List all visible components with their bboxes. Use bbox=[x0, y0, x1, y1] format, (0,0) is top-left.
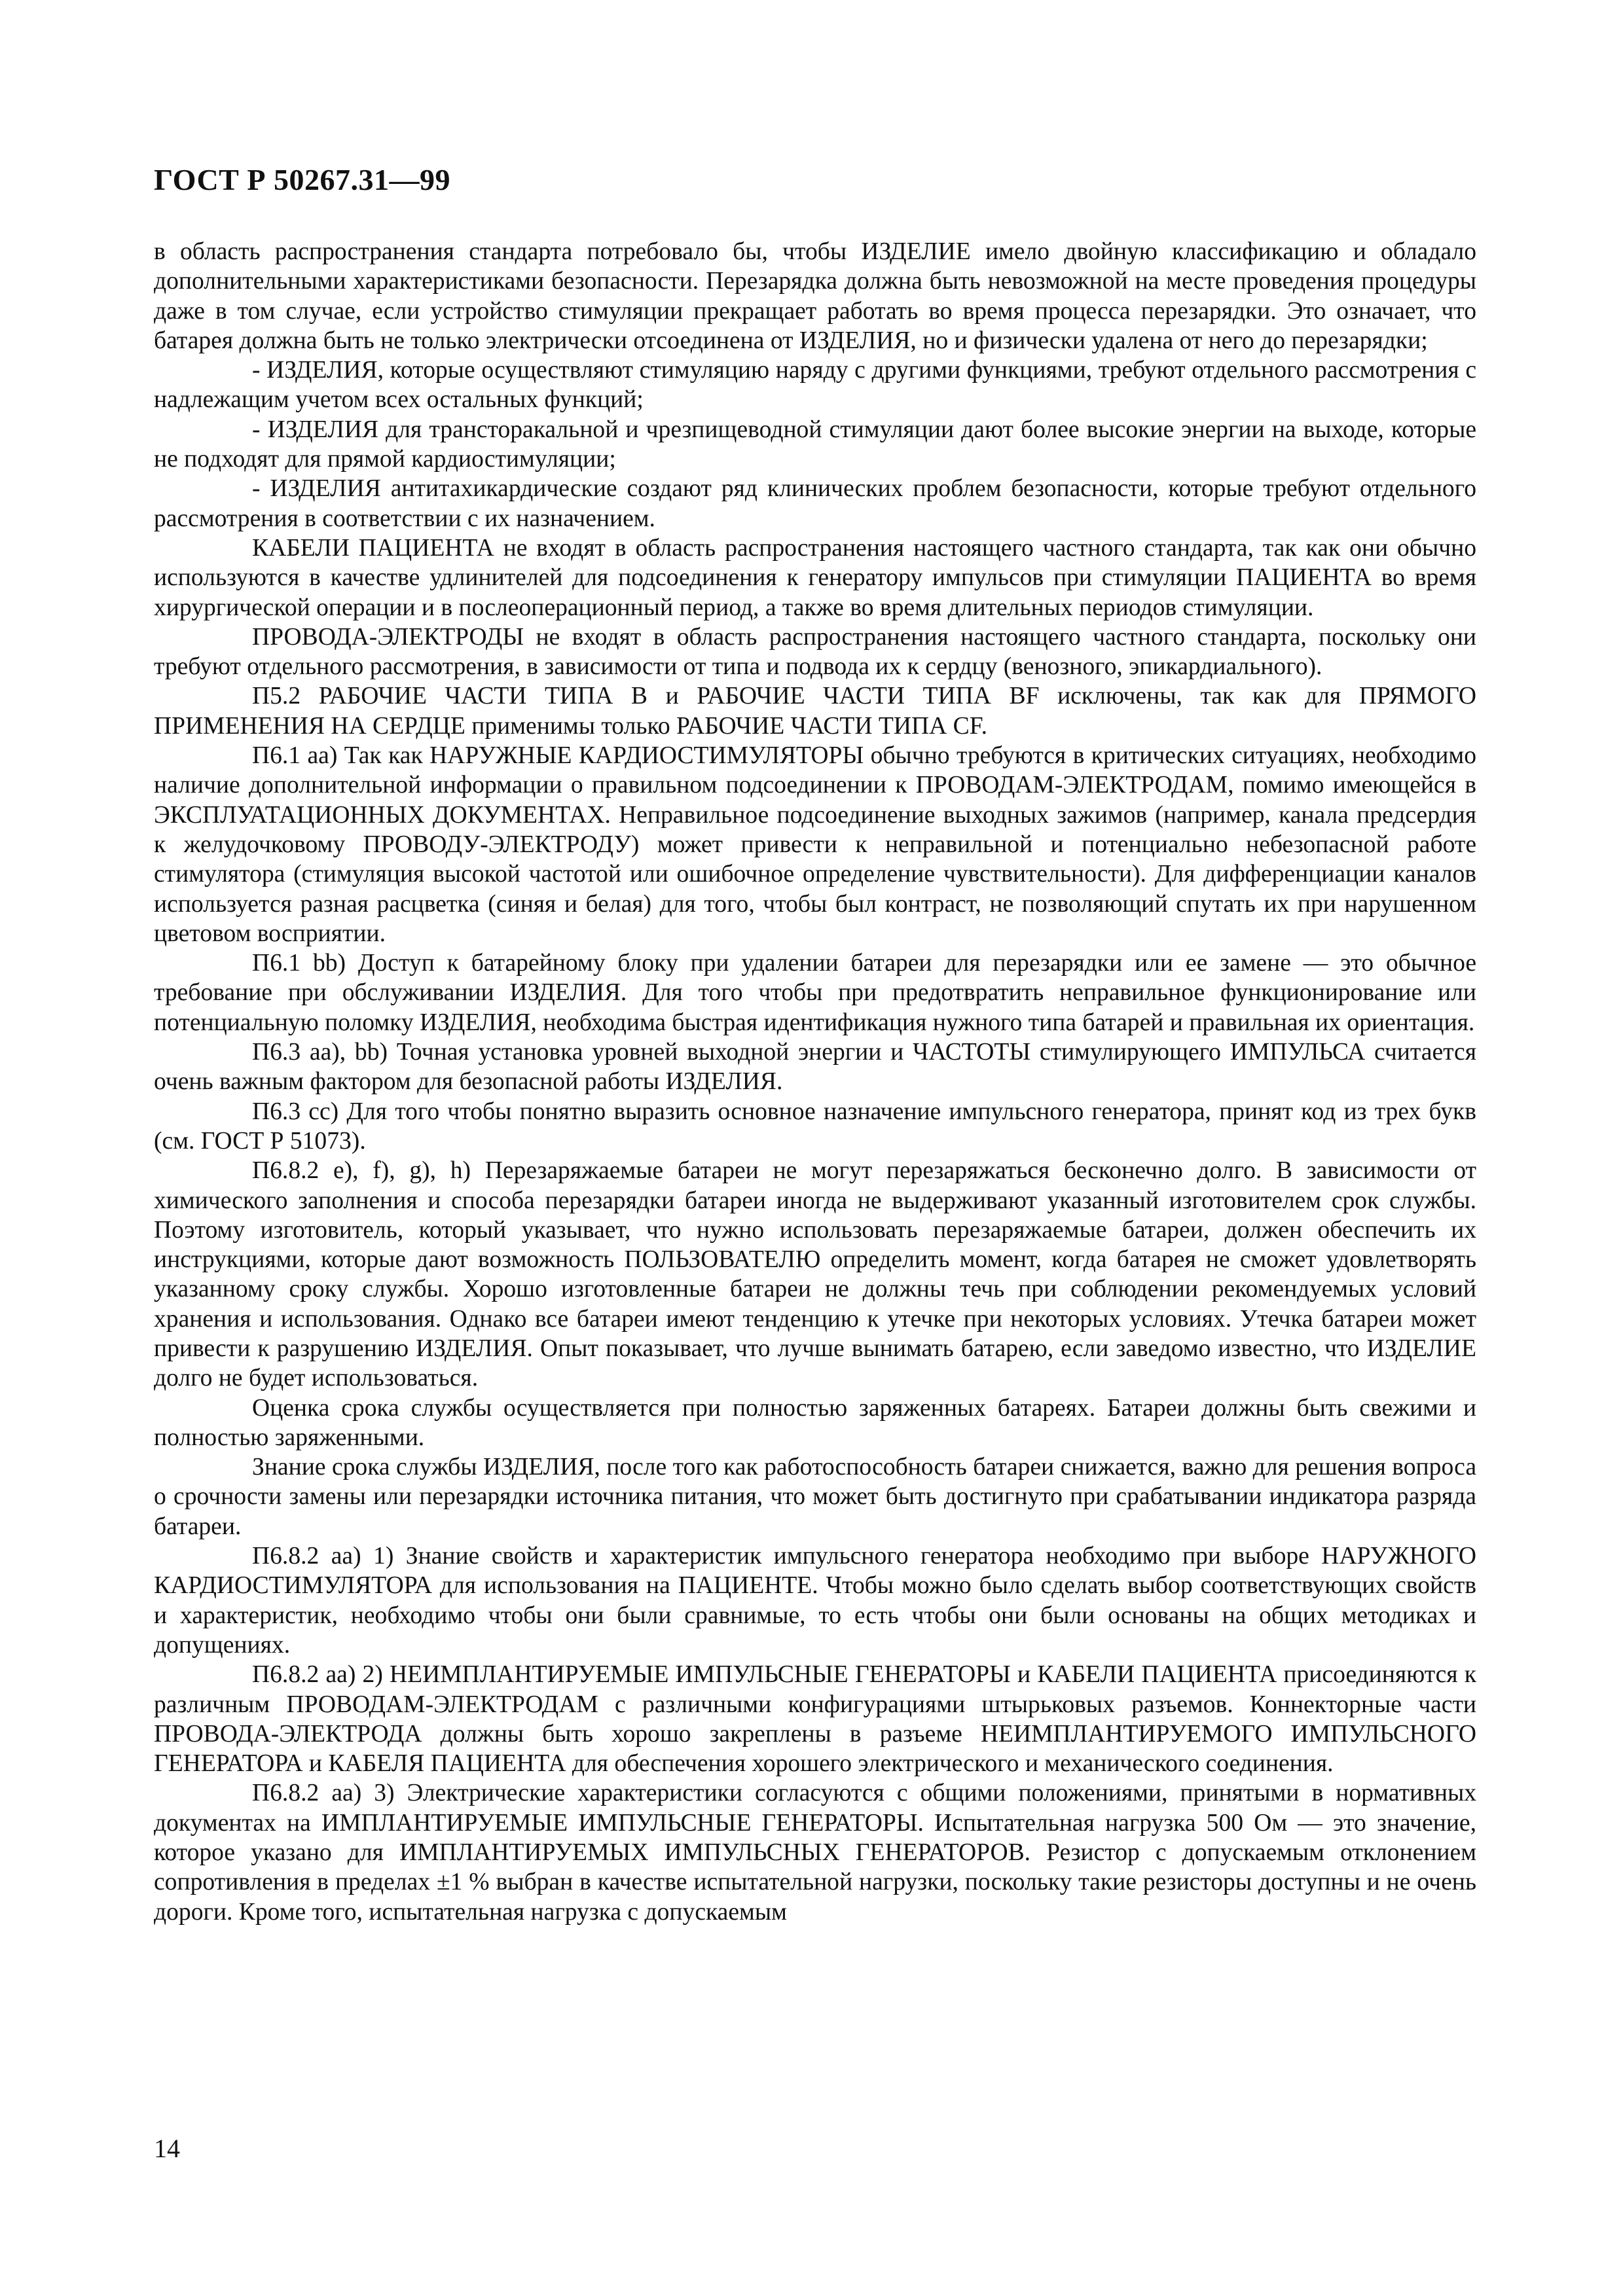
paragraph-p6-3-aa-bb: П6.3 аа), bb) Точная установка уровней выходной энергии и ЧАСТОТЫ стимулирующего ИМПУЛЬСА считается очень важным фактором для безопасной работы ИЗДЕЛИЯ. bbox=[154, 1039, 1476, 1096]
paragraph: Знание срока службы ИЗДЕЛИЯ, после того как работоспособность батареи снижается, важно для решения вопроса о срочности замены или перезарядки источника питания, что может быть достигнуто при срабатывании индикатора разряда батареи. bbox=[154, 1454, 1476, 1540]
paragraph-p5-2: П5.2 РАБОЧИЕ ЧАСТИ ТИПА В и РАБОЧИЕ ЧАСТИ ТИПА BF исключены, так как для ПРЯМОГО ПРИМЕНЕНИЯ НА СЕРДЦЕ применимы только РАБОЧИЕ ЧАСТИ ТИПА CF. bbox=[154, 683, 1476, 740]
paragraph: Оценка срока службы осуществляется при полностью заряженных батареях. Батареи должны быть свежими и полностью заряженными. bbox=[154, 1394, 1476, 1451]
paragraph: ПРОВОДА-ЭЛЕКТРОДЫ не входят в область распространения настоящего частного стандарта, поскольку они требуют отдельного рассмотрения, в зависимости от типа и подвода их к сердцу (венозного, эпикардиального). bbox=[154, 623, 1476, 681]
paragraph-p6-8-2-aa-3: П6.8.2 аа) 3) Электрические характеристики согласуются с общими положениями, принятыми в нормативных документах на ИМПЛАНТИРУЕМЫЕ ИМПУЛЬСНЫЕ ГЕНЕРАТОРЫ. Испытательная нагрузка 500 Ом — это значение, которое указано для ИМПЛАНТИРУЕМЫХ ИМПУЛЬСНЫХ ГЕНЕРАТОРОВ. Резистор с допускаемым отклонением сопротивления в пределах ±1 % выбран в качестве испытательной нагрузки, поскольку такие резисторы доступны и не очень дороги. Кроме того, испытательная нагрузка с допускаемым bbox=[154, 1780, 1476, 1926]
list-item-dash: - ИЗДЕЛИЯ, которые осуществляют стимуляцию наряду с другими функциями, требуют отдельного рассмотрения с надлежащим учетом всех остальных функций; bbox=[154, 357, 1476, 414]
page-number: 14 bbox=[154, 2134, 180, 2163]
paragraph-p6-8-2-aa-1: П6.8.2 аа) 1) Знание свойств и характеристик импульсного генератора необходимо при выборе НАРУЖНОГО КАРДИОСТИМУЛЯТОРА для использования на ПАЦИЕНТЕ. Чтобы можно было сделать выбор соответствующих свойств и характеристик, необходимо чтобы они были сравнимые, то есть чтобы они были основаны на общих методиках и допущениях. bbox=[154, 1543, 1476, 1659]
paragraph-p6-8-2-efgh: П6.8.2 е), f), g), h) Перезаряжаемые батареи не могут перезаряжаться бесконечно долго. В зависимости от химического заполнения и способа перезарядки батареи иногда не выдерживают указанный изготовителем срок службы. Поэтому изготовитель, который указывает, что нужно использовать перезаряжаемые батареи, должен обеспечить их инструкциями, которые дают возможность ПОЛЬЗОВАТЕЛЮ определить момент, когда батарея не сможет удовлетворять указанному сроку службы. Хорошо изготовленные батареи не должны течь при соблюдении рекомендуемых условий хранения и использования. Однако все батареи имеют тенденцию к утечке при некоторых условиях. Утечка батареи может привести к разрушению ИЗДЕЛИЯ. Опыт показывает, что лучше вынимать батарею, если заведомо известно, что ИЗДЕЛИЕ долго не будет использоваться. bbox=[154, 1157, 1476, 1392]
paragraph-continuation: в область распространения стандарта потребовало бы, чтобы ИЗДЕЛИЕ имело двойную классификацию и обладало дополнительными характеристиками безопасности. Перезарядка должна быть невозможной на месте проведения процедуры даже в том случае, если устройство стимуляции прекращает работать во время процесса перезарядки. Это означает, что батарея должна быть не только электрически отсоединена от ИЗДЕЛИЯ, но и физически удалена от него до перезарядки; bbox=[154, 238, 1476, 354]
paragraph-p6-1-bb: П6.1 bb) Доступ к батарейному блоку при удалении батареи для перезарядки или ее замене — это обычное требование при обслуживании ИЗДЕЛИЯ. Для того чтобы при предотвратить неправильное функционирование или потенциальную поломку ИЗДЕЛИЯ, необходима быстрая идентификация нужного типа батарей и правильная их ориентация. bbox=[154, 950, 1476, 1036]
document-header: ГОСТ Р 50267.31—99 bbox=[154, 163, 450, 196]
document-body bbox=[154, 237, 1476, 1927]
list-item-dash: - ИЗДЕЛИЯ антитахикардические создают ряд клинических проблем безопасности, которые требуют отдельного рассмотрения в соответствии с их назначением. bbox=[154, 475, 1476, 532]
paragraph-p6-3-cc: П6.3 сс) Для того чтобы понятно выразить основное назначение импульсного генератора, принят код из трех букв (см. ГОСТ Р 51073). bbox=[154, 1098, 1476, 1155]
paragraph-p6-8-2-aa-2: П6.8.2 аа) 2) НЕИМПЛАНТИРУЕМЫЕ ИМПУЛЬСНЫЕ ГЕНЕРАТОРЫ и КАБЕЛИ ПАЦИЕНТА присоединяются к различным ПРОВОДАМ-ЭЛЕКТРОДАМ с различными конфигурациями штырьковых разъемов. Коннекторные части ПРОВОДА-ЭЛЕКТРОДА должны быть хорошо закреплены в разъеме НЕИМПЛАНТИРУЕМОГО ИМПУЛЬСНОГО ГЕНЕРАТОРА и КАБЕЛЯ ПАЦИЕНТА для обеспечения хорошего электрического и механического соединения. bbox=[154, 1661, 1476, 1778]
list-item-dash: - ИЗДЕЛИЯ для трансторакальной и чрезпищеводной стимуляции дают более высокие энергии на выходе, которые не подходят для прямой кардиостимуляции; bbox=[154, 416, 1476, 473]
paragraph-p6-1-aa: П6.1 аа) Так как НАРУЖНЫЕ КАРДИОСТИМУЛЯТОРЫ обычно требуются в критических ситуациях, необходимо наличие дополнительной информации о правильном подсоединении к ПРОВОДАМ-ЭЛЕКТРОДАМ, помимо имеющейся в ЭКСПЛУАТАЦИОННЫХ ДОКУМЕНТАХ. Неправильное подсоединение выходных зажимов (например, канала предсердия к желудочковому ПРОВОДУ-ЭЛЕКТРОДУ) может привести к неправильной и потенциально небезопасной работе стимулятора (стимуляция высокой частотой или ошибочное определение чувствительности). Для дифференциации каналов используется разная расцветка (синяя и белая) для того, чтобы был контраст, не позволяющий спутать их при нарушенном цветовом восприятии. bbox=[154, 742, 1476, 947]
paragraph: КАБЕЛИ ПАЦИЕНТА не входят в область распространения настоящего частного стандарта, так как они обычно используются в качестве удлинителей для подсоединения к генератору импульсов при стимуляции ПАЦИЕНТА во время хирургической операции и в послеоперационный период, а также во время длительных периодов стимуляции. bbox=[154, 534, 1476, 621]
